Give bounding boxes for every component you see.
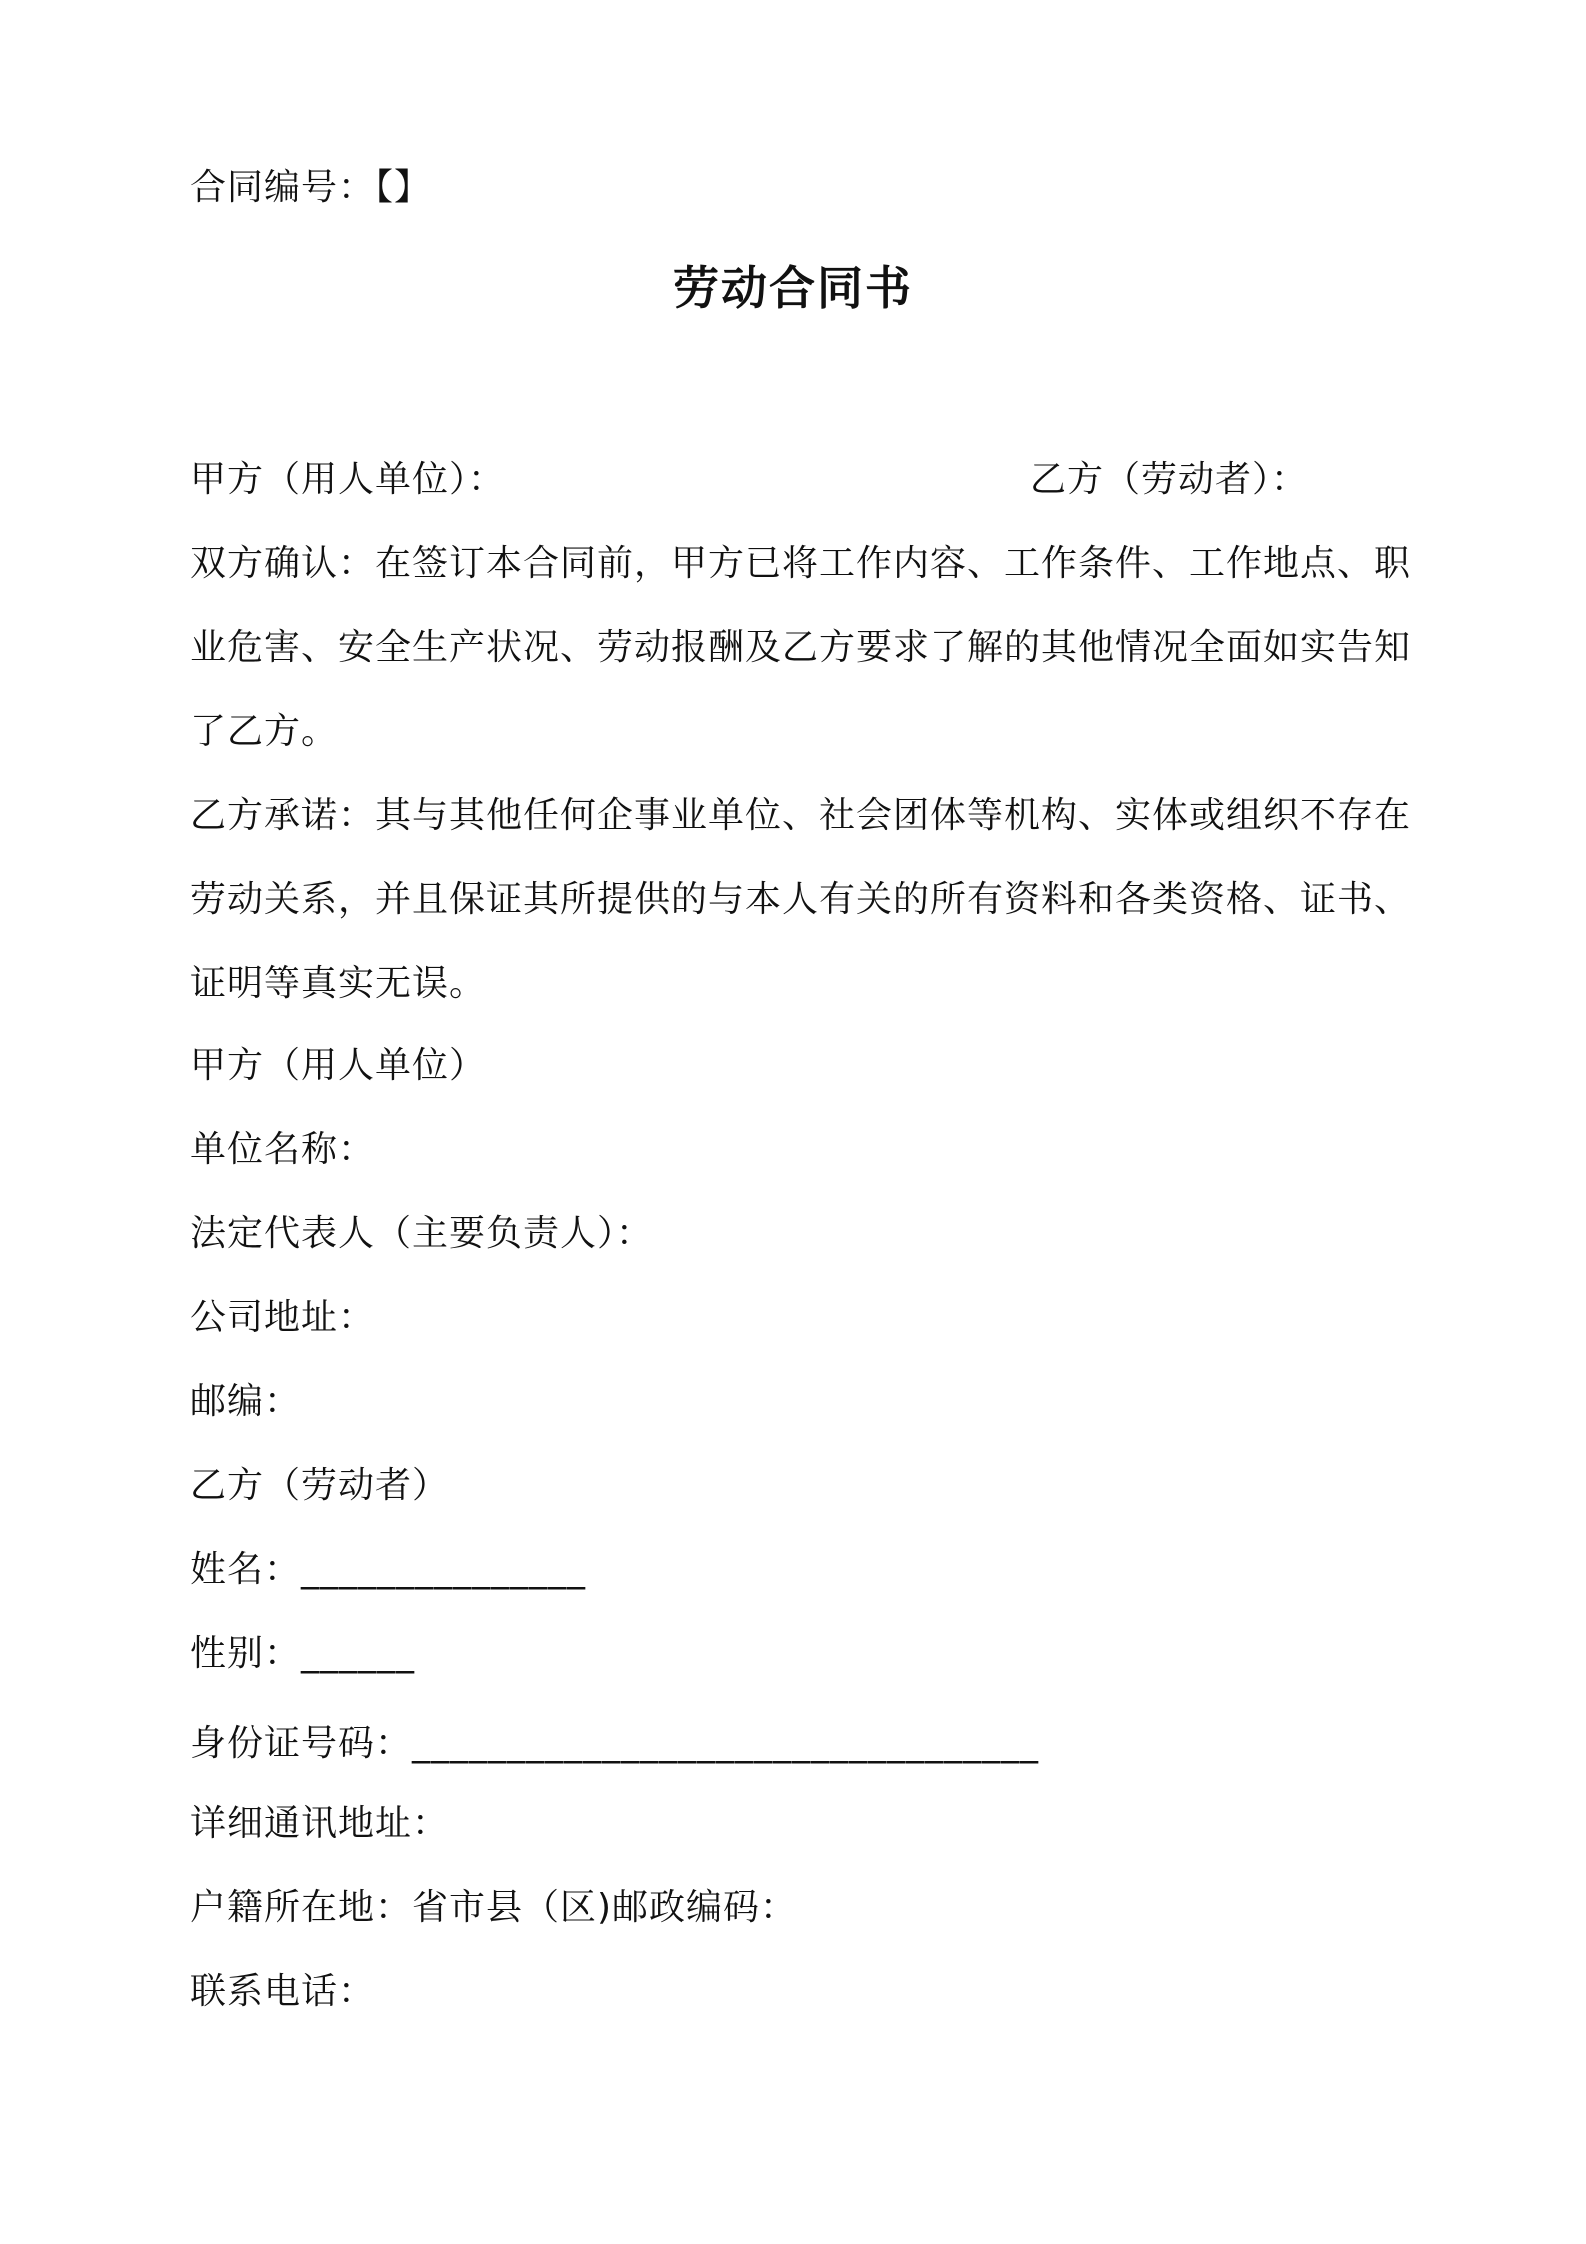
party-a-heading: 甲方（用人单位） [190,1045,487,1086]
confirmation-line: 业危害、安全生产状况、劳动报酬及乙方要求了解的其他情况全面如实告知 [190,627,1412,668]
party-a-label: 甲方（用人单位）： [190,459,506,500]
unit-name-field: 单位名称： [190,1129,376,1170]
commitment-line: 证明等真实无误。 [190,963,487,1004]
postcode-field: 邮编： [190,1381,302,1422]
commitment-paragraph [190,774,1430,1026]
party-b-label: 乙方（劳动者）： [1030,459,1309,500]
name-field: 姓名：_______________ [190,1549,587,1590]
contract-number: 合同编号：【】 [190,167,432,208]
party-b-heading: 乙方（劳动者） [190,1465,450,1506]
mailing-address-field: 详细通讯地址： [190,1803,450,1844]
id-number-field: 身份证号码：_________________________________ [190,1723,1040,1764]
legal-representative-field: 法定代表人（主要负责人）： [190,1213,654,1254]
commitment-line: 劳动关系，并且保证其所提供的与本人有关的所有资料和各类资格、证书、 [190,879,1412,920]
company-address-field: 公司地址： [190,1297,376,1338]
phone-field: 联系电话： [190,1971,376,2012]
commitment-line: 乙方承诺：其与其他任何企事业单位、社会团体等机构、实体或组织不存在 [190,795,1412,836]
document-title: 劳动合同书 [673,261,913,315]
confirmation-line: 了乙方。 [190,711,339,752]
confirmation-line: 双方确认：在签订本合同前，甲方已将工作内容、工作条件、工作地点、职 [190,543,1412,584]
gender-field: 性别：______ [190,1633,416,1674]
household-registration-field: 户籍所在地：省市县（区)邮政编码： [190,1887,798,1928]
confirmation-paragraph [190,522,1430,774]
